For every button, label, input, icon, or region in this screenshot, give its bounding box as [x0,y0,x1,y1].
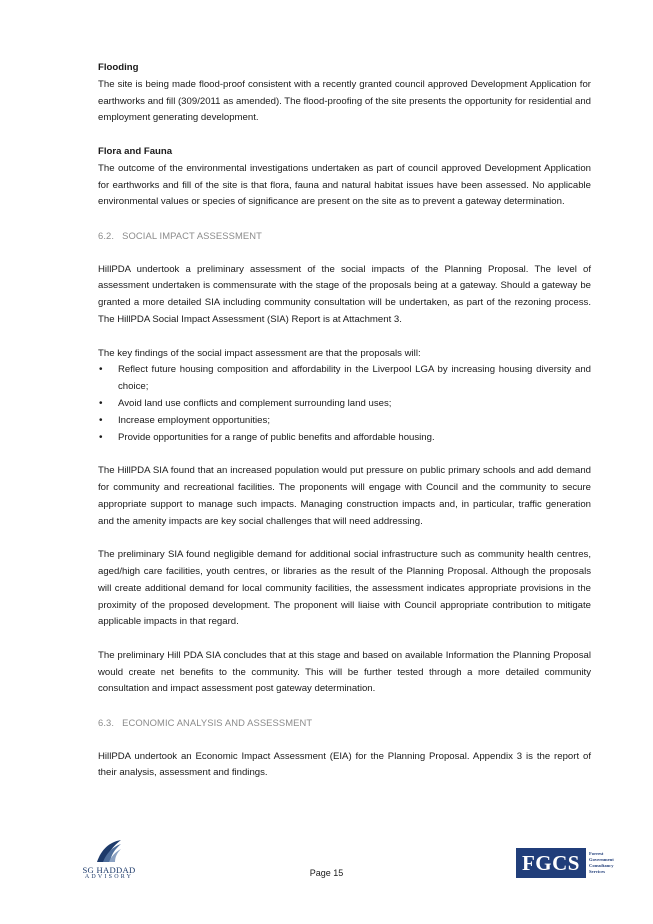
flora-heading: Flora and Fauna [98,145,173,157]
social-section-heading: 6.2. SOCIAL IMPACT ASSESSMENT [98,229,262,241]
social-paragraph-1: HillPDA undertook a preliminary assessment of the social impacts of the Planning Proposal. The level of assessment undertaken is commensurate with the stage of the proposals being at a gateway. Should a gateway be granted a more detailed SIA including community consultation will be undertaken, as part of the rezoning process. The HillPDA Social Impact Assessment (SIA) Report is at Attachment 3. [98,263,591,325]
fgcs-line: Consultancy [589,863,614,868]
sg-haddad-name: SG HADDAD [82,865,136,875]
document-page [98,60,591,782]
flora-paragraph: The outcome of the environmental investigations undertaken as part of council approved Development Application for earthworks and fill of the site is that flora, fauna and natural habitat issues have been assessed. No applicable environmental values or species of significance are present on the site as to prevent a gateway determination. [98,162,591,208]
page-number: Page 15 [309,868,344,878]
flooding-paragraph: The site is being made flood-proof consistent with a recently granted council approved Development Application for earthworks and fill (309/2011 as amended). The flood-proofing of the site presents the opportunity for residential and employment generating development. [98,78,591,124]
social-paragraph-4: The preliminary Hill PDA SIA concludes that at this stage and based on available Information the Planning Proposal would create net benefits to the community. This will be further tested through a more detailed community consultation and impact assessment post gateway determination. [98,649,591,695]
social-findings-intro: The key findings of the social impact assessment are that the proposals will: [98,347,421,359]
fgcs-abbr: FGCS [516,848,586,878]
social-paragraph-3: The preliminary SIA found negligible demand for additional social infrastructure such as community health centres, aged/high care facilities, youth centres, or libraries as the result of the Planning Proposal. Although the proposals will create additional demand for local community facilities, the assessment indicates appropriate provisions in the proximity of the proposed development. The proponent will liaise with Council appropriate contribution to mitigate applicable impacts in that regard. [98,549,591,628]
list-item: • Avoid land use conflicts and complement surrounding land uses; [98,396,591,413]
list-item: • Increase employment opportunities; [98,413,591,430]
findings-list [98,362,591,446]
fgcs-line: Forrest [589,851,604,856]
list-item: • Provide opportunities for a range of public benefits and affordable housing. [98,430,591,447]
fgcs-full-name [589,851,614,875]
economic-section-heading: 6.3. ECONOMIC ANALYSIS AND ASSESSMENT [98,717,313,729]
social-paragraph-2: The HillPDA SIA found that an increased population would put pressure on public primary schools and add demand for community and recreational facilities. The proponents will engage with Council and the community to secure appropriate support to manage such impacts. Managing construction impacts and, in particular, traffic generation and the amenity impacts are key social challenges that will need addressing. [98,465,591,527]
sg-haddad-sub: ADVISORY [84,874,134,880]
economic-paragraph-1: HillPDA undertook an Economic Impact Assessment (EIA) for the Planning Proposal. Appendix 3 is the report of their analysis, assessment and findings. [98,750,591,779]
list-item: • Reflect future housing composition and affordability in the Liverpool LGA by increasing housing diversity and choice; [98,362,591,396]
sg-haddad-mark-icon [95,838,123,864]
flooding-heading: Flooding [98,62,139,73]
fgcs-logo [516,848,626,878]
fgcs-line: Services [589,869,606,874]
fgcs-line: Government [589,857,614,862]
